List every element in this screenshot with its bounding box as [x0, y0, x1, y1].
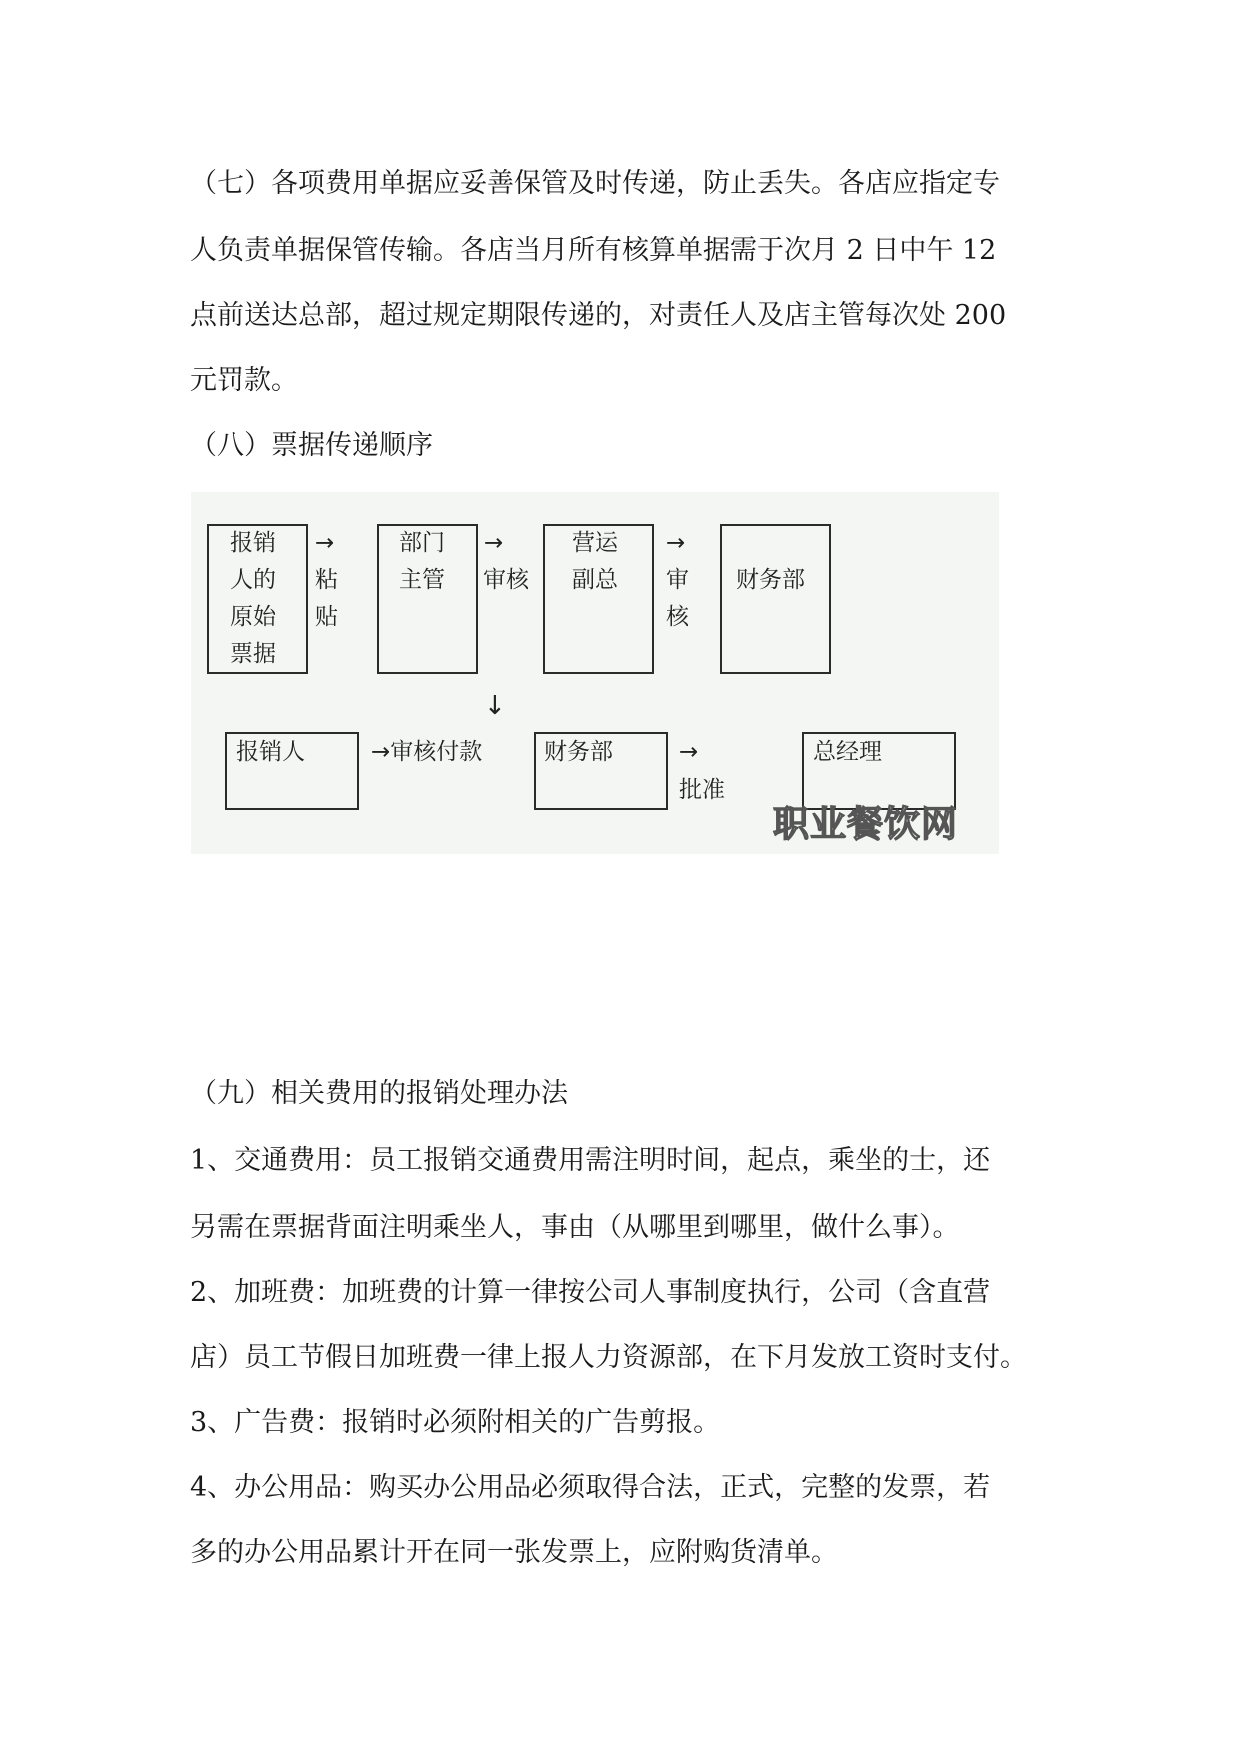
step-paste-label: 粘 贴 — [315, 567, 338, 630]
watermark: 职业餐饮网 — [773, 804, 959, 845]
item-2-line-2: 店）员工节假日加班费一律上报人力资源部，在下月发放工资时支付。 — [190, 1342, 1027, 1373]
arrow-2: → — [484, 530, 504, 556]
item-3-line-1: 3、广告费：报销时必须附相关的广告剪报。 — [190, 1407, 721, 1438]
arrow-1: → — [315, 530, 335, 556]
item-1-line-1: 1、交通费用：员工报销交通费用需注明时间，起点，乘坐的士，还 — [190, 1145, 991, 1176]
section-9-heading: （九）相关费用的报销处理办法 — [190, 1078, 568, 1109]
box-claimant-label: 报销人 — [236, 739, 305, 765]
item-4-line-2: 多的办公用品累计开在同一张发票上，应附购货清单。 — [190, 1537, 838, 1568]
item-2-line-1: 2、加班费：加班费的计算一律按公司人事制度执行，公司（含直营 — [190, 1277, 991, 1308]
box-general-manager-label: 总经理 — [813, 739, 882, 765]
section-8-heading: （八）票据传递顺序 — [190, 430, 433, 461]
down-arrow-icon: ↓ — [484, 691, 506, 721]
box-dept-manager-label: 部门 主管 — [399, 530, 445, 593]
step-approve-label: 批准 — [679, 777, 725, 803]
item-1-line-2: 另需在票据背面注明乘坐人，事由（从哪里到哪里，做什么事）。 — [190, 1212, 960, 1243]
paragraph-7-line-4: 元罚款。 — [190, 365, 298, 396]
box-operations-vp-label: 营运 副总 — [572, 530, 618, 593]
paragraph-7-line-3: 点前送达总部，超过规定期限传递的，对责任人及店主管每次处 200 — [190, 300, 1007, 331]
arrow-3: → — [666, 530, 686, 556]
box-finance-dept-label: 财务部 — [736, 567, 805, 593]
paragraph-7-line-1: （七）各项费用单据应妥善保管及时传递，防止丢失。各店应指定专 — [190, 168, 1000, 199]
box-finance-dept-2-label: 财务部 — [544, 739, 613, 765]
step-review-2-label: 审 核 — [666, 567, 689, 630]
arrow-4: → — [679, 739, 699, 765]
ticket-flow-diagram — [191, 492, 999, 854]
box-original-receipt-label: 报销 人的 原始 票据 — [230, 530, 276, 667]
item-4-line-1: 4、办公用品：购买办公用品必须取得合法，正式，完整的发票，若 — [190, 1472, 991, 1503]
step-review-label: 审核 — [483, 567, 529, 593]
box-finance-dept — [720, 524, 831, 674]
paragraph-7-line-2: 人负责单据保管传输。各店当月所有核算单据需于次月 2 日中午 12 — [190, 235, 997, 266]
step-review-payment-label: →审核付款 — [371, 739, 483, 765]
